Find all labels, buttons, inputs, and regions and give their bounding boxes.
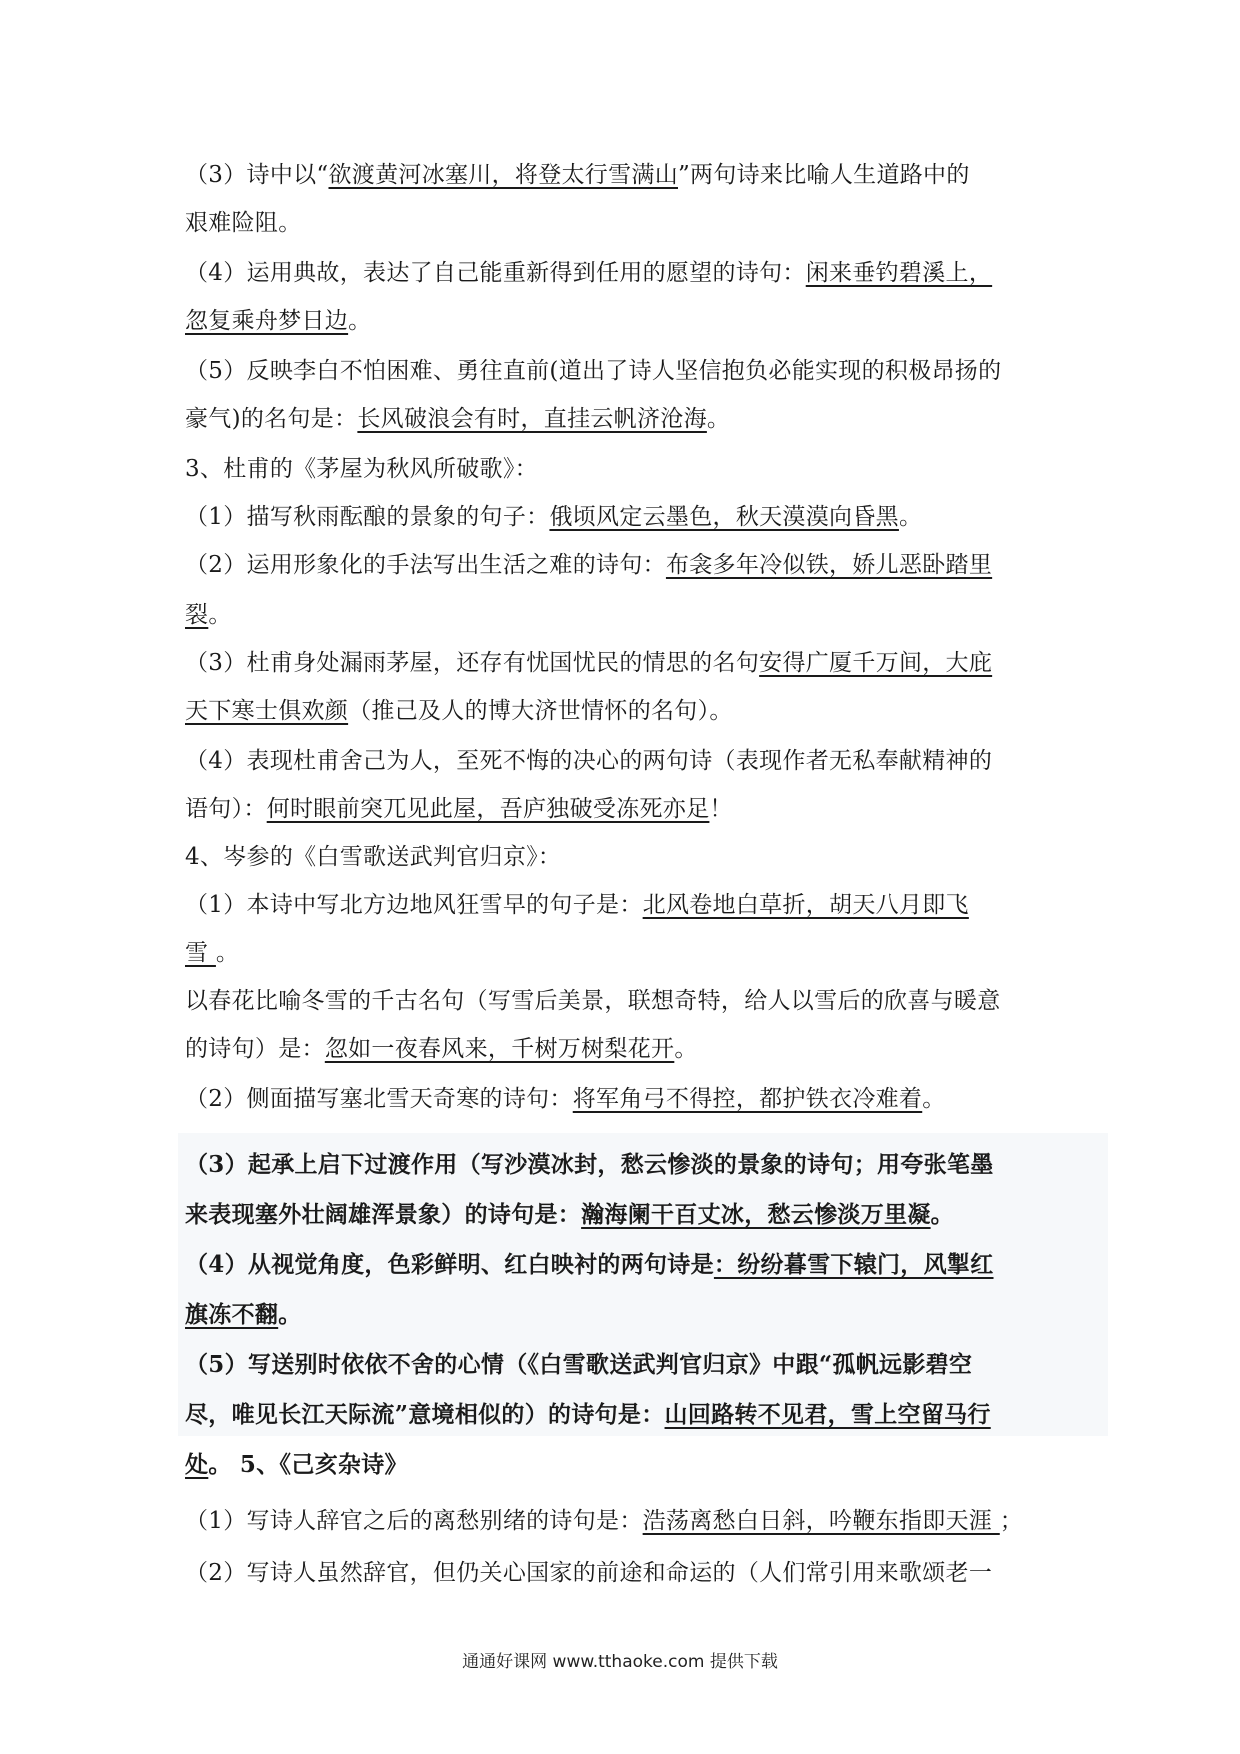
text-span: 。 (922, 1086, 946, 1112)
underlined-answer: 将军角弓不得控，都护铁衣冷难着 (572, 1086, 923, 1112)
text-span: 。 (278, 1301, 302, 1328)
underlined-answer: 闲来垂钓碧溪上， (805, 260, 993, 286)
text-line (185, 1084, 946, 1114)
text-span: 。 (706, 406, 731, 432)
underlined-answer: 天下寒士俱欢颜 (185, 698, 349, 724)
text-span: （4）表现杜甫舍己为人，至死不悔的决心的两句诗（表现作者无私奉献精神的 (185, 748, 993, 774)
text-line (185, 986, 1001, 1016)
text-span: （4）运用典故，表达了自己能重新得到任用的愿望的诗句： (185, 260, 806, 286)
text-span: （推己及人的博大济世情怀的名句）。 (348, 698, 733, 724)
underlined-answer: 布衾多年冷似铁，娇儿恶卧踏里 (665, 552, 993, 578)
text-span: 。 (215, 940, 240, 966)
text-span: 。 (348, 308, 372, 334)
text-span: ； (999, 1508, 1024, 1534)
text-line (185, 502, 922, 532)
underlined-answer: 忽复乘舟梦日边 (185, 308, 349, 334)
text-span: 的诗句）是： (185, 1036, 325, 1062)
text-line (185, 258, 992, 288)
underlined-answer: 欲渡黄河冰塞川，将登太行雪满山 (328, 162, 678, 188)
text-span: 以春花比喻冬雪的千古名句（写雪后美景，联想奇特，给人以雪后的欣喜与暖意 (185, 988, 1001, 1014)
text-line (185, 1450, 408, 1480)
text-span: （3）杜甫身处漏雨茅屋，还存有忧国忧民的情思的名句 (185, 650, 760, 676)
text-span: 艰难险阻。 (185, 210, 302, 236)
text-span: 。 (208, 602, 232, 628)
underlined-answer: 旗冻不翻 (185, 1301, 279, 1328)
text-span: （1）描写秋雨酝酿的景象的句子： (185, 504, 550, 530)
text-line (185, 648, 992, 678)
text-span: 。 (930, 1201, 954, 1228)
text-span: （4）从视觉角度，色彩鲜明、红白映衬的两句诗是 (185, 1251, 714, 1278)
text-line (185, 1300, 302, 1330)
text-span: （5）写送别时依依不舍的心情（《白雪歌送武判官归京》中跟“孤帆远影碧空 (185, 1351, 973, 1378)
text-span: （3）诗中以“ (185, 162, 329, 188)
text-line (185, 1558, 992, 1588)
underlined-answer: 长风破浪会有时，直挂云帆济沧海 (357, 406, 707, 432)
text-span: 来表现塞外壮阔雄浑景象）的诗句是： (185, 1201, 582, 1228)
underlined-answer: 雪 (185, 940, 216, 966)
underlined-answer: ：纷纷暮雪下辕门，风掣红 (713, 1251, 994, 1278)
text-span: （3）起承上启下过渡作用（写沙漠冰封，愁云惨淡的景象的诗句；用夸张笔墨 (185, 1151, 994, 1178)
text-line (185, 938, 239, 968)
text-line (185, 1506, 1023, 1536)
text-span: 3、杜甫的《茅屋为秋风所破歌》： (185, 456, 538, 482)
text-span: 语句）： (185, 796, 267, 822)
underlined-answer: 瀚海阑干百丈冰，愁云惨淡万里凝 (581, 1201, 931, 1228)
text-line (185, 1200, 954, 1230)
underlined-answer: 忽如一夜春风来，千树万树梨花开 (324, 1036, 675, 1062)
text-line (185, 600, 232, 630)
underlined-answer: 俄顷风定云墨色，秋天漠漠向昏黑 (549, 504, 899, 530)
text-line (185, 890, 969, 920)
text-line (185, 160, 970, 190)
text-line (185, 746, 992, 776)
text-span: 尽，唯见长江天际流”意境相似的）的诗句是： (185, 1401, 665, 1428)
text-line (185, 794, 733, 824)
underlined-answer: 山回路转不见君，雪上空留马行 (664, 1401, 991, 1428)
text-line (185, 356, 1001, 386)
text-span: （1）写诗人辞官之后的离愁别绪的诗句是： (185, 1508, 643, 1534)
text-line (185, 404, 730, 434)
text-span: （2）侧面描写塞北雪天奇寒的诗句： (185, 1086, 573, 1112)
text-span: 豪气)的名句是： (185, 406, 358, 432)
text-line (185, 842, 561, 872)
underlined-answer: 北风卷地白草折，胡天八月即飞 (642, 892, 969, 918)
text-span: 。 (898, 504, 923, 530)
text-line (185, 550, 992, 580)
text-line (185, 306, 371, 336)
underlined-answer: 安得广厦千万间，大庇 (759, 650, 993, 676)
text-span: （1）本诗中写北方边地风狂雪早的句子是： (185, 892, 643, 918)
text-span: ”两句诗来比喻人生道路中的 (678, 162, 970, 188)
text-line (185, 1150, 994, 1180)
text-line (185, 1400, 991, 1430)
text-line (185, 454, 538, 484)
text-span: 4、岑参的《白雪歌送武判官归京》： (185, 844, 562, 870)
text-line (185, 696, 733, 726)
underlined-answer: 处 (185, 1451, 209, 1478)
underlined-answer: 何时眼前突兀见此屋，吾庐独破受冻死亦足 (266, 796, 710, 822)
page-footer: 通通好课网 www.tthaoke.com 提供下载 (462, 1652, 778, 1672)
text-line (185, 1350, 972, 1380)
text-span: （5）反映李白不怕困难、勇往直前(道出了诗人坚信抱负必能实现的积极昂扬的 (185, 358, 1002, 384)
underlined-answer: 浩荡离愁白日斜，吟鞭东指即天涯 (642, 1508, 1000, 1534)
text-span: 。 (674, 1036, 698, 1062)
text-line (185, 1250, 994, 1280)
text-span: ！ (709, 796, 733, 822)
text-line (185, 208, 302, 238)
text-line (185, 1034, 698, 1064)
text-span: （2）运用形象化的手法写出生活之难的诗句： (185, 552, 666, 578)
text-span: 。 5、《己亥杂诗》 (208, 1451, 408, 1478)
underlined-answer: 裂 (185, 602, 209, 628)
text-span: （2）写诗人虽然辞官，但仍关心国家的前途和命运的（人们常引用来歌颂老一 (185, 1560, 993, 1586)
